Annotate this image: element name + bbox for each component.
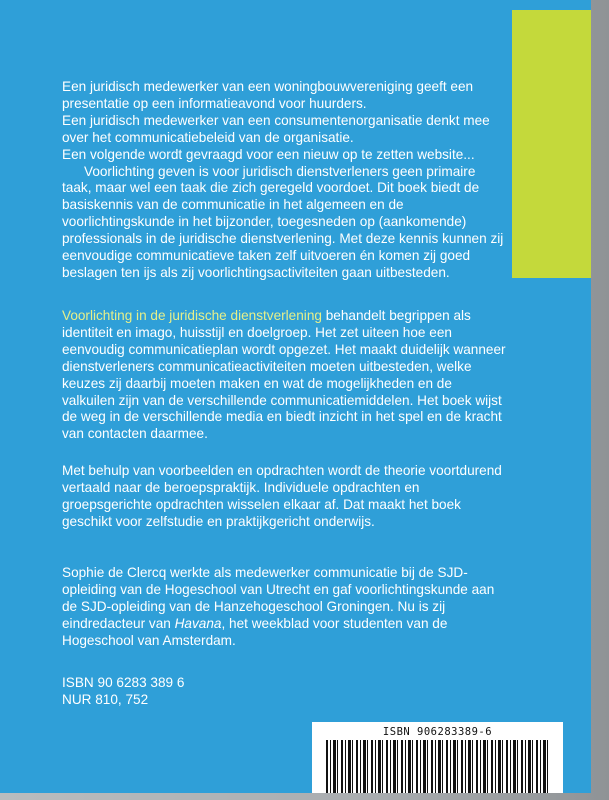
book-title: Voorlichting in de juridische dienstverlening [62, 308, 322, 323]
author-bio-end: , het weekblad voor studenten van de Hogeschool van Amsterdam. [62, 615, 448, 648]
magazine-name: Havana [174, 615, 222, 631]
nur-line: NUR 810, 752 [62, 691, 149, 707]
author-text [62, 565, 507, 650]
barcode-bars [326, 740, 549, 793]
description-text [62, 308, 507, 443]
intro-line-3: Een volgende wordt gevraagd voor een nieuw op te zetten website... [62, 146, 475, 162]
description-body: behandelt begrippen als identiteit en imago, huisstijl en doelgroep. Het zet uiteen hoe een eenvoudig communicatieplan wordt opgezet. Het maakt duidelijk wanneer dienstverleners communicatieactiviteiten moeten uitbesteden, welke keuzes zij daarbij moeten maken en wat de mogelijkheden en de valkuilen zijn van de verschillende communicatiemiddelen. Het boek wijst de weg in de verschillende media en biedt inzicht in het spel en de kracht van contacten daarmee. [62, 308, 506, 442]
isbn-line: ISBN 90 6283 389 6 [62, 675, 185, 690]
author-bio-start: Sophie de Clercq werkte als medewerker communicatie bij de SJD-opleiding van de Hogeschool van Utrecht en gaf voorlichtingskunde aan de SJD-opleiding van de Hanzehogeschool Groningen. Nu is zij eindredacteur van [62, 565, 495, 631]
intro-line-1: Een juridisch medewerker van een woningbouwvereniging geeft een presentatie op een informatieavond voor huurders. [62, 79, 474, 111]
intro-paragraph: Voorlichting geven is voor juridisch dienstverleners geen primaire taak, maar wel een taak die zich geregeld voordoet. Dit boek biedt de basiskennis van de communicatie in het algemeen en de voorlichtingskunde in het bijzonder, toegesneden op (aankomende) professionals in de juridische dienstverlening. Met deze kennis kunnen zij eenvoudige communicatieve taken zelf uitvoeren én komen zij goed beslagen ten ijs als zij voorlichtingsactiviteiten gaan uitbesteden. [62, 163, 504, 280]
description-paragraph [62, 308, 507, 443]
method-paragraph [62, 463, 507, 531]
method-text: Met behulp van voorbeelden en opdrachten wordt de theorie voortdurend vertaald naar de beroepspraktijk. Individuele opdrachten en groepsgerichte opdrachten wisselen elkaar af. Dat maakt het boek geschikt voor zelfstudie en praktijkgericht onderwijs. [62, 463, 502, 529]
intro-text [62, 79, 507, 282]
author-paragraph [62, 565, 507, 650]
barcode-label: ISBN 906283389-6 [382, 726, 493, 738]
barcode [312, 722, 563, 793]
isbn-info [62, 675, 507, 709]
accent-bar [512, 10, 591, 278]
intro-line-2: Een juridisch medewerker van een consumentenorganisatie denkt mee over het communicatiebeleid van de organisatie. [62, 112, 490, 145]
